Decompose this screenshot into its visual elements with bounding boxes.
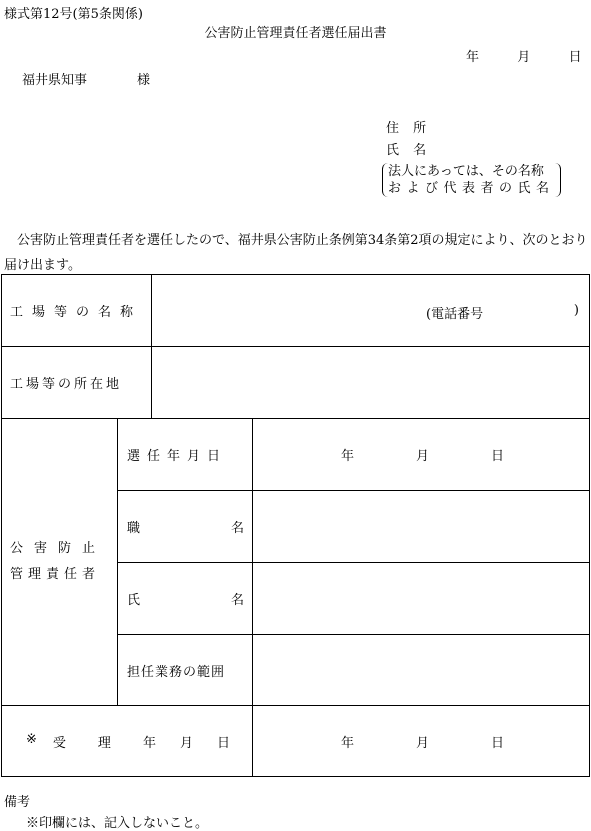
- appointment-month: 月: [416, 449, 430, 464]
- position-label-2: 名: [231, 521, 245, 536]
- name-label-cell: [118, 563, 253, 635]
- position-label-1: 職: [127, 521, 141, 536]
- reception-3: 年: [142, 735, 156, 751]
- facility-name-value[interactable]: [152, 275, 590, 347]
- reception-1: 受: [52, 735, 66, 751]
- applicant-name-label: 氏 名: [386, 143, 432, 158]
- row-facility-location: [2, 347, 590, 419]
- addressee: [22, 69, 150, 88]
- position-label-cell: [118, 491, 253, 563]
- reception-mark: ※: [26, 731, 37, 747]
- appointment-date-label-cell: [118, 419, 253, 491]
- facility-name-label: 工場等の名称: [10, 305, 143, 320]
- reception-2: 理: [97, 735, 111, 751]
- duties-label: 担任業務の範囲: [127, 664, 226, 680]
- form-number: 様式第12号(第5条関係): [4, 7, 143, 22]
- position-value[interactable]: [253, 491, 590, 563]
- facility-location-value[interactable]: [152, 347, 590, 419]
- facility-location-label-cell: [2, 347, 152, 419]
- name-label-2: 名: [231, 593, 245, 608]
- reception-year: 年: [341, 735, 355, 751]
- date-month: 月: [517, 50, 531, 65]
- appointment-year: 年: [341, 449, 355, 464]
- applicant-address-label: 住 所: [386, 121, 432, 136]
- duties-value[interactable]: [253, 635, 590, 706]
- reception-date-value: [253, 706, 590, 777]
- reception-month: 月: [416, 735, 430, 751]
- duties-label-cell: [118, 635, 253, 706]
- reception-day: 日: [491, 735, 505, 751]
- row-facility-name: [2, 275, 590, 347]
- row-reception: [2, 706, 590, 777]
- reception-5: 日: [216, 735, 230, 751]
- reception-4: 月: [179, 735, 193, 751]
- phone-label: (電話番号: [426, 307, 484, 322]
- facility-name-label-cell: [2, 275, 152, 347]
- body-text: 公害防止管理責任者を選任したので、福井県公害防止条例第34条第2項の規定により、次のとおり届け出ます。: [4, 233, 588, 273]
- remarks-note: ※印欄には、記入しないこと。: [26, 816, 209, 831]
- date-year: 年: [466, 50, 480, 65]
- addressee-honorific: 様: [137, 73, 151, 88]
- row-appointment-date: [2, 419, 590, 491]
- manager-label-line1: 公害防止: [10, 541, 107, 556]
- corp-note-line2: および代表者の氏名: [388, 181, 555, 196]
- remarks-title: 備考: [4, 795, 31, 810]
- phone-close: ): [573, 303, 579, 318]
- manager-label-cell: [2, 419, 118, 706]
- appointment-day: 日: [491, 449, 505, 464]
- appointment-date-value[interactable]: [253, 419, 590, 491]
- manager-label-line2: 管理責任者: [10, 567, 101, 582]
- document-title: 公害防止管理責任者選任届出書: [204, 26, 387, 41]
- appointment-date-label: 選任年月日: [127, 449, 228, 464]
- name-value[interactable]: [253, 563, 590, 635]
- submission-date: [466, 46, 582, 65]
- name-label-1: 氏: [127, 593, 141, 608]
- form-table: [1, 274, 590, 777]
- reception-label-cell: [2, 706, 253, 777]
- addressee-name: 福井県知事: [22, 73, 88, 88]
- corporation-note: [382, 163, 561, 197]
- facility-location-label: 工場等の所在地: [10, 377, 123, 392]
- corp-note-line1: 法人にあっては、その名称: [388, 164, 544, 179]
- date-day: 日: [568, 50, 582, 65]
